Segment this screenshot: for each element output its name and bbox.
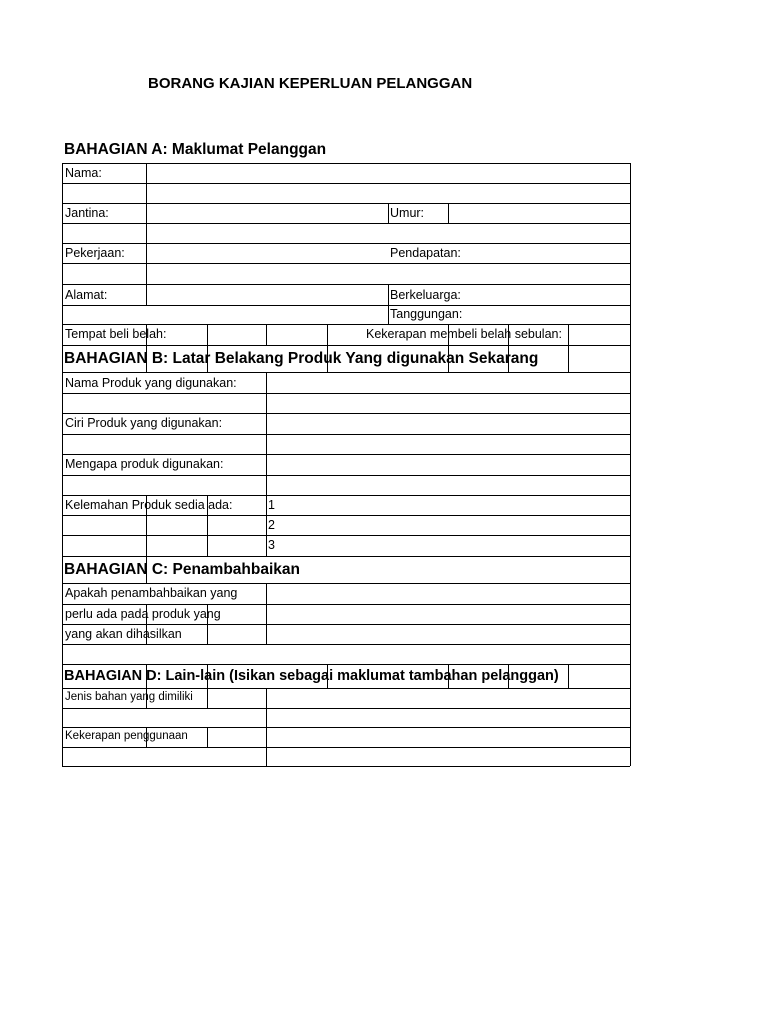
section-b-heading: BAHAGIAN B: Latar Belakang Produk Yang digunakan Sekarang	[64, 350, 539, 367]
pekerjaan-label: Pekerjaan:	[65, 246, 125, 260]
penambahbaikan-line-2: perlu ada pada produk yang	[65, 607, 221, 621]
ciri-produk-label: Ciri Produk yang digunakan:	[65, 416, 223, 430]
item-2: 2	[268, 518, 275, 532]
kekerapan-penggunaan-label: Kekerapan penggunaan	[65, 730, 188, 742]
nama-produk-label: Nama Produk yang digunakan:	[65, 376, 237, 390]
penambahbaikan-line-3: yang akan dihasilkan	[65, 627, 182, 641]
section-c-heading: BAHAGIAN C: Penambahbaikan	[64, 561, 300, 578]
tanggungan-label: Tanggungan:	[390, 307, 463, 321]
berkeluarga-label: Berkeluarga:	[390, 288, 461, 302]
nama-label: Nama:	[65, 166, 102, 180]
section-a-heading: BAHAGIAN A: Maklumat Pelanggan	[64, 141, 327, 158]
tempat-beli-label: Tempat beli belah:	[65, 327, 167, 341]
item-1: 1	[268, 498, 275, 512]
pendapatan-label: Pendapatan:	[390, 246, 461, 260]
jenis-bahan-label: Jenis bahan yang dimiliki	[65, 691, 193, 703]
jantina-label: Jantina:	[65, 206, 109, 220]
penambahbaikan-line-1: Apakah penambahbaikan yang	[65, 586, 238, 600]
form-title: BORANG KAJIAN KEPERLUAN PELANGGAN	[148, 75, 473, 92]
umur-label: Umur:	[390, 206, 425, 220]
item-3: 3	[268, 538, 275, 552]
section-d-heading: BAHAGIAN D: Lain-lain (Isikan sebagai maklumat tambahan pelanggan)	[64, 668, 559, 684]
mengapa-label: Mengapa produk digunakan:	[65, 457, 224, 471]
kelemahan-label: Kelemahan Produk sedia ada:	[65, 498, 233, 512]
kekerapan-membeli-label: Kekerapan membeli belah sebulan:	[366, 327, 562, 341]
alamat-label: Alamat:	[65, 288, 108, 302]
